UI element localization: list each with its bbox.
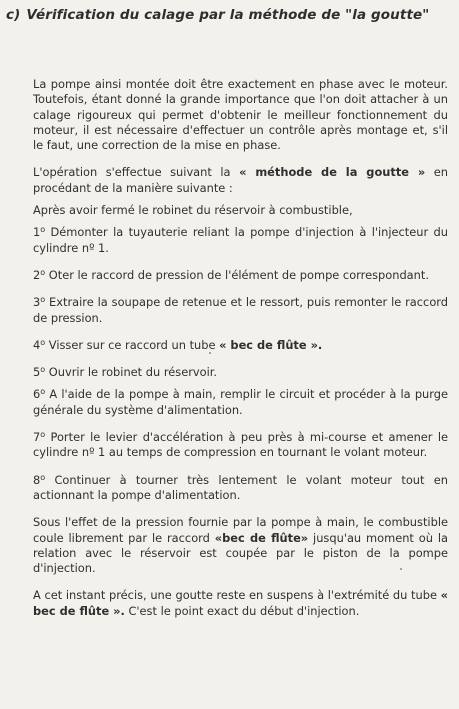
step-2-text: Oter le raccord de pression de l'élément de pompe correspondant. bbox=[45, 267, 429, 282]
step-1-text: Démonter la tuyauterie reliant la pompe d'injection à l'injecteur du cylindre nº 1. bbox=[33, 225, 448, 255]
final-text-pre: A cet instant précis, une goutte reste en suspens à l'extrémité du tube bbox=[33, 588, 441, 603]
step-6-number: 6 bbox=[33, 387, 41, 402]
operation-paragraph bbox=[33, 165, 448, 196]
pressure-text-pre: Sous l'effet de la pression fournie par la pompe à main, le combustible coule librement par le raccord bbox=[33, 515, 448, 545]
intro-paragraph bbox=[33, 77, 448, 153]
operation-text-pre: L'opération s'effectue suivant la bbox=[33, 165, 240, 180]
step-2-ordinal: o bbox=[40, 267, 46, 277]
step-7-number: 7 bbox=[33, 430, 41, 445]
step-3 bbox=[33, 295, 448, 326]
step-4-text: Visser sur ce raccord un tube bbox=[45, 337, 220, 352]
step-4-number: 4 bbox=[33, 337, 41, 352]
paper-speck bbox=[400, 568, 402, 570]
paper-speck bbox=[209, 352, 211, 354]
after-close-text: Après avoir fermé le robinet du réservoir à combustible, bbox=[33, 203, 353, 218]
section-heading bbox=[6, 6, 454, 24]
step-5-ordinal: o bbox=[40, 365, 46, 375]
step-8 bbox=[33, 473, 448, 504]
step-7-ordinal: o bbox=[40, 430, 46, 440]
step-1-ordinal: o bbox=[40, 225, 46, 235]
step-4 bbox=[33, 338, 448, 353]
step-7-text: Porter le levier d'accélération à peu près à mi-course et amener le cylindre nº 1 au temps de compression en tournant le volant moteur. bbox=[33, 430, 448, 460]
step-6 bbox=[33, 387, 448, 418]
step-4-ordinal: o bbox=[40, 337, 46, 347]
step-2 bbox=[33, 268, 448, 283]
step-5-text: Ouvrir le robinet du réservoir. bbox=[45, 365, 218, 380]
section-letter: c) bbox=[6, 7, 21, 23]
final-tube-name: « bec de flûte ». bbox=[33, 588, 448, 618]
pressure-paragraph bbox=[33, 515, 448, 576]
step-5-number: 5 bbox=[33, 365, 41, 380]
step-3-number: 3 bbox=[33, 295, 41, 310]
step-1-number: 1 bbox=[33, 225, 41, 240]
step-8-ordinal: o bbox=[40, 472, 46, 482]
step-6-ordinal: o bbox=[40, 387, 46, 397]
pressure-tube-name: «bec de flûte» bbox=[214, 530, 309, 545]
operation-text-post: en procédant de la manière suivante : bbox=[33, 165, 448, 195]
step-4-tube-name: « bec de flûte ». bbox=[219, 337, 323, 352]
body-text bbox=[33, 77, 448, 619]
after-close-paragraph bbox=[33, 203, 448, 218]
step-2-number: 2 bbox=[33, 267, 41, 282]
intro-text: La pompe ainsi montée doit être exactement en phase avec le moteur. Toutefois, étant donné la grande importance que l'on doit attacher à un calage rigoureux qui permet d'obtenir le meilleur fonctionnement du moteur, il est nécessaire d'effectuer un contrôle après montage et, s'il le faut, une correction de la mise en phase. bbox=[33, 77, 448, 153]
final-paragraph bbox=[33, 588, 448, 619]
step-3-text: Extraire la soupape de retenue et le ressort, puis remonter le raccord de pression. bbox=[33, 295, 448, 325]
step-7 bbox=[33, 430, 448, 461]
step-5 bbox=[33, 365, 448, 380]
step-6-text: A l'aide de la pompe à main, remplir le circuit et procéder à la purge générale du système d'alimentation. bbox=[33, 387, 448, 417]
pressure-text-post: jusqu'au moment où la relation avec le réservoir est coupée par le piston de la pompe d'injection. bbox=[33, 530, 448, 576]
step-8-number: 8 bbox=[33, 472, 41, 487]
section-title: Vérification du calage par la méthode de "la goutte" bbox=[26, 7, 430, 23]
operation-method-name: « méthode de la goutte » bbox=[239, 165, 426, 180]
step-8-text: Continuer à tourner très lentement le volant moteur tout en actionnant la pompe d'alimentation. bbox=[33, 472, 448, 502]
step-1 bbox=[33, 225, 448, 256]
final-text-post: C'est le point exact du début d'injection. bbox=[124, 603, 360, 618]
step-3-ordinal: o bbox=[40, 295, 46, 305]
